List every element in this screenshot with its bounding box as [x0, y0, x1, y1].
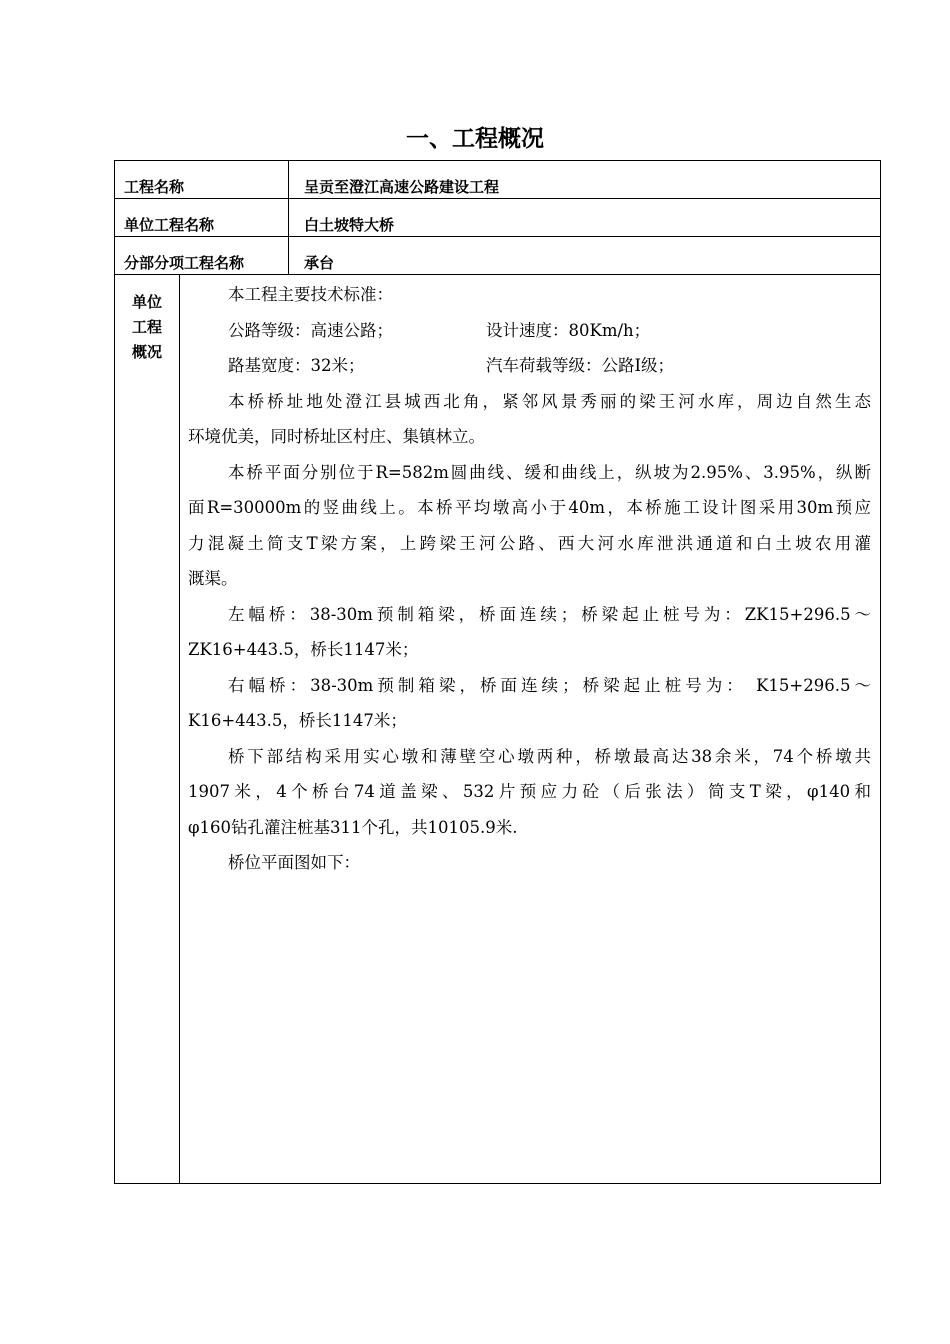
paragraph-line: 右幅桥：38-30m预制箱梁，桥面连续；桥梁起止桩号为： K15+296.5～ — [228, 675, 871, 695]
project-info-table — [114, 160, 881, 1184]
standards-line-2 — [188, 348, 871, 384]
paragraph-line: 1907米，4个桥台74道盖梁、532片预应力砼（后张法）简支T梁，φ140和 — [188, 782, 871, 801]
label-subitem-name: 分部分项工程名称 — [115, 237, 289, 274]
side-label-line: 单位 — [131, 293, 162, 311]
side-label-line: 工程 — [131, 318, 162, 336]
overview-side-label — [115, 275, 180, 1183]
overview-body — [180, 275, 880, 1183]
paragraph-line: ZK16+443.5，桥长1147米； — [188, 640, 419, 659]
paragraph-line: 力混凝土简支T梁方案，上跨梁王河公路、西大河水库泄洪通道和白土坡农用灌 — [188, 533, 871, 553]
intro-line: 本工程主要技术标准： — [228, 285, 393, 304]
paragraph-line: 溉渠。 — [188, 569, 238, 588]
std-speed: 设计速度：80Km/h； — [486, 320, 651, 340]
paragraph-line: 左幅桥：38-30m预制箱梁，桥面连续；桥梁起止桩号为：ZK15+296.5～ — [228, 604, 871, 624]
value-unit-project-name: 白土坡特大桥 — [304, 216, 395, 234]
value-project-name: 呈贡至澄江高速公路建设工程 — [304, 178, 500, 196]
std-load: 汽车荷载等级：公路Ⅰ级； — [486, 356, 675, 375]
paragraph-line: 面R=30000m的竖曲线上。本桥平均墩高小于40m，本桥施工设计图采用30m预应 — [188, 498, 871, 517]
paragraph-line: 环境优美，同时桥址区村庄、集镇林立。 — [188, 427, 485, 446]
paragraph-line: φ160钻孔灌注桩基311个孔，共10105.9米. — [188, 817, 518, 837]
page-title: 一、工程概况 — [406, 126, 544, 152]
paragraph-line: 本桥平面分别位于R=582m圆曲线、缓和曲线上，纵坡为2.95%、3.95%，纵断 — [228, 462, 871, 482]
table-row — [115, 161, 880, 199]
std-grade: 公路等级：高速公路； — [228, 320, 393, 340]
side-label-line: 概况 — [131, 343, 162, 361]
table-row — [115, 199, 880, 237]
table-row — [115, 237, 880, 275]
std-width: 路基宽度：32米； — [228, 356, 365, 375]
paragraph-line: 桥位平面图如下： — [228, 853, 360, 872]
label-project-name: 工程名称 — [115, 161, 289, 198]
value-subitem-name: 承台 — [304, 254, 335, 272]
paragraph-line: 桥下部结构采用实心墩和薄壁空心墩两种，桥墩最高达38余米，74个桥墩共 — [228, 746, 871, 766]
paragraph-line: K16+443.5，桥长1147米； — [188, 711, 407, 730]
paragraph-line: 本桥桥址地处澄江县城西北角，紧邻风景秀丽的梁王河水库，周边自然生态 — [228, 391, 871, 411]
standards-line-1 — [188, 313, 871, 349]
label-unit-project-name: 单位工程名称 — [115, 199, 289, 236]
